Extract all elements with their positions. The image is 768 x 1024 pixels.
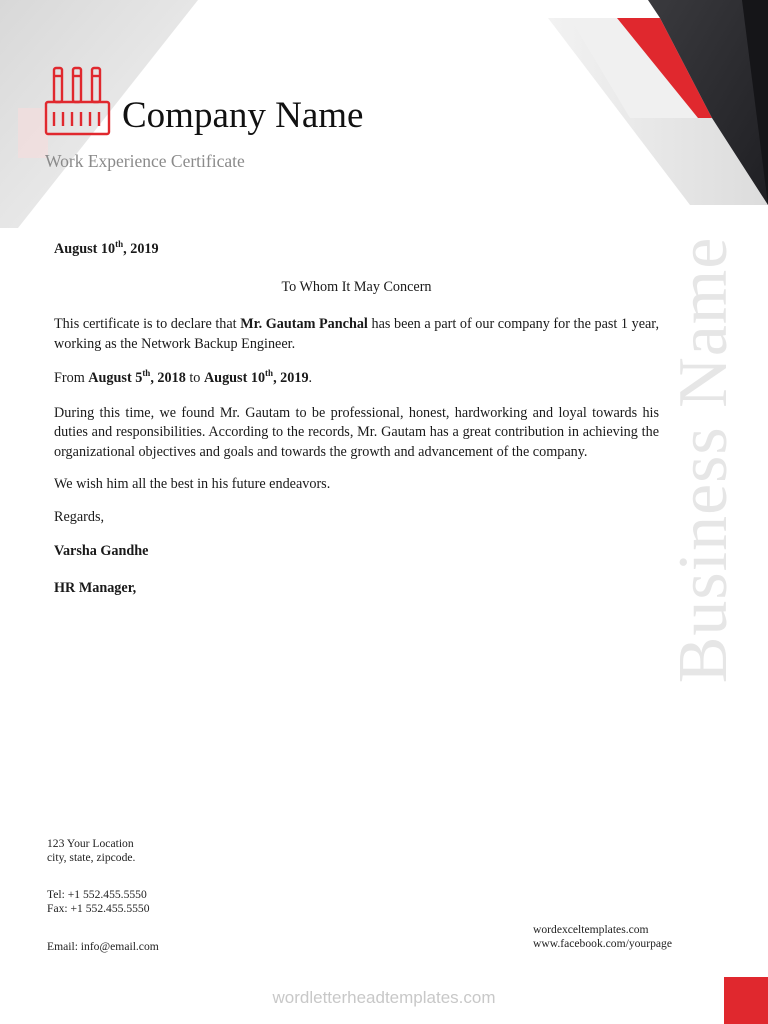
letter-body	[54, 240, 659, 598]
factory-icon	[44, 66, 112, 136]
document-subtitle: Work Experience Certificate	[45, 151, 245, 171]
footer-contact	[47, 837, 159, 954]
address-line-2: city, state, zipcode.	[47, 851, 136, 864]
letter-date: August 10th, 2019	[54, 239, 159, 257]
signer-title: HR Manager,	[54, 579, 137, 596]
fax: Fax: +1 552.455.5550	[47, 902, 150, 915]
signer-name: Varsha Gandhe	[54, 543, 149, 559]
salutation: To Whom It May Concern	[281, 278, 432, 295]
email: Email: info@email.com	[47, 940, 159, 953]
bottom-watermark: wordletterheadtemplates.com	[272, 988, 496, 1007]
closing-regards: Regards,	[54, 508, 105, 525]
footer-web	[533, 923, 672, 950]
paragraph-declaration: This certificate is to declare that Mr. Gautam Panchal has been a part of our company for the past 1 year, working as the Network Backup Engineer.	[54, 316, 659, 352]
paragraph-wishes: We wish him all the best in his future endeavors.	[54, 476, 331, 492]
telephone: Tel: +1 552.455.5550	[47, 888, 147, 901]
employee-name: Mr. Gautam Panchal	[240, 316, 368, 332]
website: wordexceltemplates.com	[533, 923, 649, 936]
facebook-page: www.facebook.com/yourpage	[533, 936, 672, 950]
address-line-1: 123 Your Location	[47, 837, 134, 850]
business-name-watermark: Business Name	[665, 236, 742, 684]
employment-period: From August 5th, 2018 to August 10th, 2019.	[54, 368, 313, 386]
company-name: Company Name	[122, 95, 364, 136]
paragraph-performance: During this time, we found Mr. Gautam to be professional, honest, hardworking and loyal towards his duties and responsibilities. According to the records, Mr. Gautam has a great contribution in achieving the organizational objectives and goals and towards the growth and advancement of the company.	[54, 404, 659, 460]
bottom-right-red-block	[724, 977, 768, 1024]
